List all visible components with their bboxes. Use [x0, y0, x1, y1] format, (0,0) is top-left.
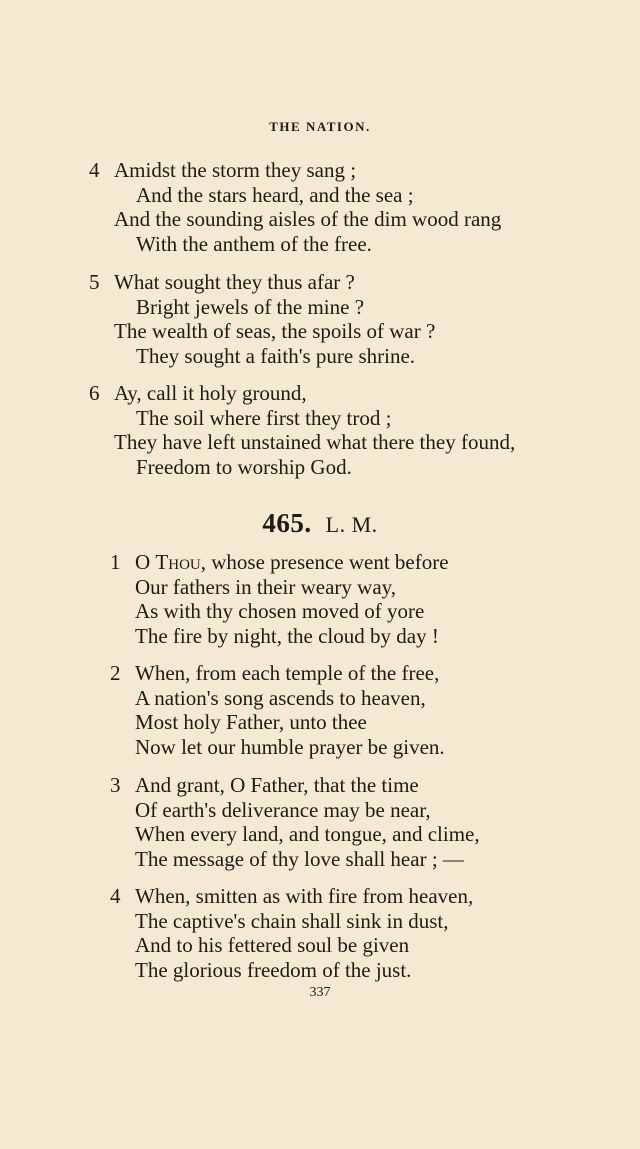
stanza-line: And the sounding aisles of the dim wood rang — [114, 207, 502, 231]
stanza-1 — [110, 550, 449, 648]
stanza-prev-4 — [89, 158, 501, 256]
stanza-line: Now let our humble prayer be given. — [135, 734, 445, 759]
stanza-line: Of earth's deliverance may be near, — [135, 797, 431, 822]
stanza-number: 6 — [89, 381, 100, 405]
stanza-line: When every land, and tongue, and clime, — [135, 822, 480, 846]
stanza-number: 1 — [110, 550, 121, 574]
stanza-line: When, from each temple of the free, — [135, 661, 440, 685]
stanza-3 — [110, 773, 480, 871]
stanza-prev-5 — [89, 270, 435, 368]
stanza-line: Most holy Father, unto thee — [135, 710, 367, 734]
hymn-meter: L. M. — [325, 512, 378, 537]
stanza-number: 4 — [110, 884, 121, 908]
stanza-line: As with thy chosen moved of yore — [135, 599, 425, 623]
stanza-line: The soil where first they trod ; — [136, 405, 392, 430]
stanza-line: And grant, O Father, that the time — [135, 773, 419, 797]
stanza-line: And the stars heard, and the sea ; — [136, 182, 414, 207]
stanza-line: What sought they thus afar ? — [114, 270, 355, 294]
stanza-line: They sought a faith's pure shrine. — [136, 343, 416, 368]
stanza-line: With the anthem of the free. — [136, 231, 372, 256]
stanza-line: Amidst the storm they sang ; — [114, 158, 357, 182]
stanza-line: When, smitten as with fire from heaven, — [135, 884, 474, 908]
hymn-heading — [0, 508, 640, 539]
stanza-line: The message of thy love shall hear ; — — [135, 846, 464, 871]
stanza-line: Ay, call it holy ground, — [114, 381, 307, 405]
stanza-line: The captive's chain shall sink in dust, — [135, 908, 449, 933]
stanza-number: 5 — [89, 270, 100, 294]
stanza-number: 4 — [89, 158, 100, 182]
stanza-4 — [110, 884, 473, 982]
stanza-line: The glorious freedom of the just. — [135, 957, 412, 982]
stanza-2 — [110, 661, 445, 759]
stanza-line: O Thou, whose presence went before — [135, 550, 449, 574]
running-head: THE NATION. — [269, 119, 371, 134]
stanza-line: The fire by night, the cloud by day ! — [135, 623, 439, 648]
stanza-number: 2 — [110, 661, 121, 685]
stanza-line: They have left unstained what there they found, — [114, 430, 516, 454]
stanza-prev-6 — [89, 381, 515, 479]
stanza-line: A nation's song ascends to heaven, — [135, 685, 426, 710]
stanza-line: The wealth of seas, the spoils of war ? — [114, 319, 436, 343]
page-number: 337 — [309, 985, 331, 1000]
stanza-line: Freedom to worship God. — [136, 454, 352, 479]
hymn-number: 465. — [262, 508, 312, 538]
small-caps-word: Thou, — [155, 550, 206, 574]
stanza-number: 3 — [110, 773, 121, 797]
stanza-line: And to his fettered soul be given — [135, 933, 410, 957]
stanza-line: Our fathers in their weary way, — [135, 574, 397, 599]
stanza-line: Bright jewels of the mine ? — [136, 294, 365, 319]
